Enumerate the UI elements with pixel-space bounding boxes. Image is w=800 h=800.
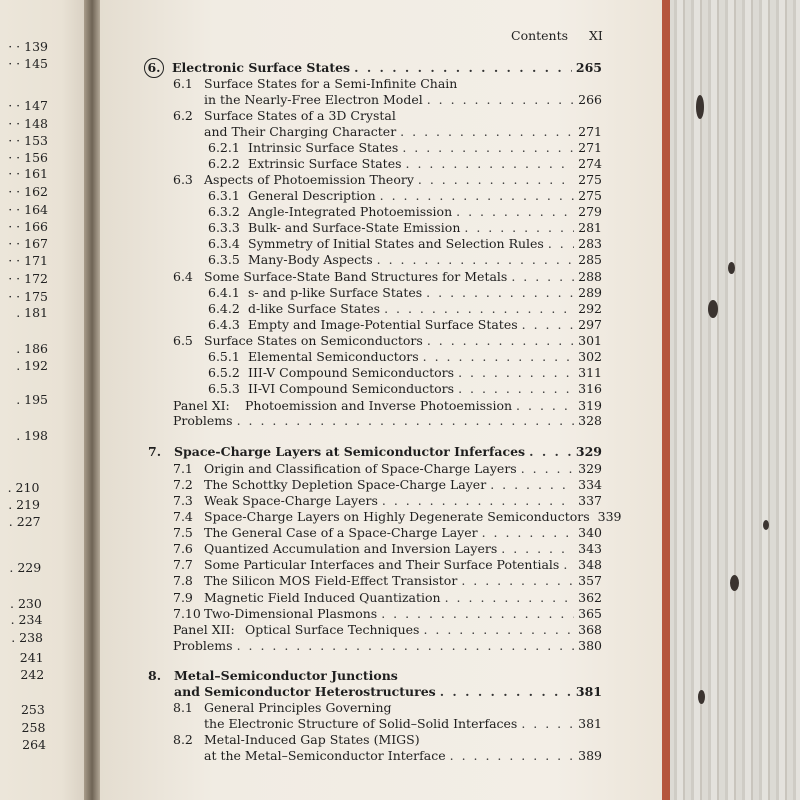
toc-entry <box>208 301 602 317</box>
entry-title: Optical Surface Techniques <box>245 622 420 637</box>
entry-page-number: 279 <box>578 204 602 219</box>
book-cover-edge <box>662 0 670 800</box>
entry-title: Many-Body Aspects <box>248 252 373 267</box>
entry-title: General Description <box>248 188 376 203</box>
entry-title: Empty and Image-Potential Surface States <box>248 317 518 332</box>
entry-title: Some Surface-State Band Structures for Metals <box>204 269 508 284</box>
entry-title: Magnetic Field Induced Quantization <box>204 590 441 605</box>
entry-number: 6.5 <box>173 333 193 348</box>
running-header: Contents <box>511 28 569 43</box>
entry-title: Metal–Semiconductor Junctions <box>174 668 398 683</box>
left-page-number: . 198 <box>16 428 48 443</box>
entry-title: Problems <box>173 413 233 428</box>
entry-number: 6.4.3 <box>208 317 240 332</box>
leader-dots <box>427 333 574 349</box>
entry-number: 6.4.2 <box>208 301 240 316</box>
toc-entry <box>173 92 602 108</box>
entry-page-number: 288 <box>578 269 602 284</box>
entry-number: 7.3 <box>173 493 193 508</box>
left-page-number: · · 167 <box>8 236 48 251</box>
toc-entry <box>208 317 602 333</box>
entry-number: 6.5.1 <box>208 349 240 364</box>
entry-page-number: 316 <box>578 381 602 396</box>
entry-number: 6.2 <box>173 108 193 123</box>
leader-dots <box>529 444 572 460</box>
toc-entry <box>173 732 602 748</box>
entry-title: Photoemission and Inverse Photoemission <box>245 398 513 413</box>
entry-page-number: 337 <box>578 493 602 508</box>
entry-number: 6.5.2 <box>208 365 240 380</box>
entry-page-number: 311 <box>578 365 602 380</box>
entry-title: Elemental Semiconductors <box>248 349 419 364</box>
entry-number: 8.2 <box>173 732 193 747</box>
toc-entry <box>208 220 602 236</box>
entry-title: Surface States of a 3D Crystal <box>204 108 396 123</box>
wooden-background <box>668 0 800 800</box>
page-number-roman: XI <box>589 28 603 43</box>
left-page-number: · · 166 <box>8 219 48 234</box>
entry-title: and Semiconductor Heterostructures <box>174 684 436 699</box>
leader-dots <box>381 606 574 622</box>
entry-number: 6.3.2 <box>208 204 240 219</box>
leader-dots <box>511 269 574 285</box>
toc-entry <box>173 573 602 589</box>
left-page-number: 242 <box>20 667 45 682</box>
toc-entry <box>173 716 602 732</box>
leader-dots <box>501 541 574 557</box>
entry-number: 6.2.1 <box>208 140 240 155</box>
entry-title: Origin and Classification of Space-Charge Layers <box>204 461 517 476</box>
leader-dots <box>456 204 574 220</box>
entry-page-number: 389 <box>578 748 602 763</box>
left-page-number: . 192 <box>16 358 48 373</box>
left-page-number: · · 145 <box>8 56 48 71</box>
leader-dots <box>450 748 575 764</box>
toc-chapter-entry <box>148 58 602 74</box>
leader-dots <box>521 461 574 477</box>
toc-entry <box>173 748 602 764</box>
entry-page-number: 319 <box>578 398 602 413</box>
entry-number: 6.4.1 <box>208 285 240 300</box>
entry-title: s- and p-like Surface States <box>248 285 423 300</box>
entry-page-number: 365 <box>578 606 602 621</box>
entry-number: 6. <box>144 58 164 78</box>
left-page-number: · · 175 <box>8 289 48 304</box>
leader-dots <box>423 622 574 638</box>
left-page-number: . 195 <box>16 392 48 407</box>
leader-dots <box>382 493 574 509</box>
left-page-number: . 238 <box>11 630 43 645</box>
toc-entry <box>173 622 602 638</box>
toc-entry <box>208 381 602 397</box>
leader-dots <box>427 92 574 108</box>
entry-page-number: 357 <box>578 573 602 588</box>
leader-dots <box>445 590 575 606</box>
leader-dots <box>548 236 574 252</box>
toc-entry <box>173 333 602 349</box>
entry-number: 7.7 <box>173 557 193 572</box>
left-page-number: · · 148 <box>8 116 48 131</box>
leader-dots <box>354 60 572 76</box>
entry-page-number: 275 <box>578 188 602 203</box>
left-page-number: · · 139 <box>8 39 48 54</box>
leader-dots <box>400 124 574 140</box>
entry-page-number: 368 <box>578 622 602 637</box>
entry-title: Weak Space-Charge Layers <box>204 493 378 508</box>
entry-title: General Principles Governing <box>204 700 392 715</box>
entry-page-number: 289 <box>578 285 602 300</box>
leader-dots <box>440 684 572 700</box>
entry-title: Electronic Surface States <box>172 60 351 75</box>
entry-title: Problems <box>173 638 233 653</box>
left-page-number: · · 162 <box>8 184 48 199</box>
entry-page-number: 343 <box>578 541 602 556</box>
toc-entry <box>208 252 602 268</box>
toc-entry <box>208 156 602 172</box>
contents-page <box>100 0 668 800</box>
entry-title: III-V Compound Semiconductors <box>248 365 455 380</box>
entry-number: 6.3.5 <box>208 252 240 267</box>
entry-number: 7. <box>148 444 162 459</box>
entry-title: Aspects of Photoemission Theory <box>204 172 414 187</box>
entry-title: Symmetry of Initial States and Selection Rules <box>248 236 544 251</box>
entry-title: II-VI Compound Semiconductors <box>248 381 455 396</box>
toc-entry <box>173 413 602 429</box>
left-page-number: . 181 <box>16 305 48 320</box>
entry-page-number: 266 <box>578 92 602 107</box>
toc-entry <box>173 606 602 622</box>
entry-number: 7.2 <box>173 477 193 492</box>
toc-entry <box>173 76 602 92</box>
left-page-number: · · 164 <box>8 202 48 217</box>
left-page-number: . 230 <box>10 596 42 611</box>
leader-dots <box>458 365 574 381</box>
entry-number: 8. <box>148 668 162 683</box>
entry-number: 6.4 <box>173 269 193 284</box>
toc-entry <box>173 557 602 573</box>
leader-dots <box>384 301 574 317</box>
leader-dots <box>402 140 574 156</box>
left-page-number: · · 171 <box>8 253 48 268</box>
leader-dots <box>377 252 575 268</box>
toc-entry <box>173 108 602 124</box>
leader-dots <box>461 573 574 589</box>
entry-number: 6.3.4 <box>208 236 240 251</box>
entry-title: in the Nearly-Free Electron Model <box>204 92 423 107</box>
entry-page-number: 362 <box>578 590 602 605</box>
left-page-number: . 186 <box>16 341 48 356</box>
toc-entry <box>208 349 602 365</box>
entry-page-number: 329 <box>575 444 602 459</box>
entry-page-number: 292 <box>578 301 602 316</box>
left-page-number: 258 <box>21 720 46 735</box>
entry-page-number: 328 <box>578 413 602 428</box>
leader-dots <box>521 716 574 732</box>
entry-page-number: 329 <box>578 461 602 476</box>
entry-page-number: 297 <box>578 317 602 332</box>
entry-title: Metal-Induced Gap States (MIGS) <box>204 732 420 747</box>
leader-dots <box>490 477 574 493</box>
entry-page-number: 281 <box>578 220 602 235</box>
entry-number: 6.3 <box>173 172 193 187</box>
leader-dots <box>380 188 575 204</box>
toc-chapter-entry <box>148 444 602 460</box>
entry-page-number: 285 <box>578 252 602 267</box>
entry-title: Two-Dimensional Plasmons <box>204 606 378 621</box>
entry-number: 6.3.1 <box>208 188 240 203</box>
entry-title: Space-Charge Layers at Semiconductor Inferfaces <box>174 444 526 459</box>
left-page-number: 241 <box>19 650 44 665</box>
left-page-number: . 210 <box>7 480 40 495</box>
toc-entry <box>208 140 602 156</box>
entry-title: Extrinsic Surface States <box>248 156 402 171</box>
entry-page-number: 380 <box>578 638 602 653</box>
left-page-number: . 234 <box>10 612 43 627</box>
entry-title: at the Metal–Semiconductor Interface <box>204 748 446 763</box>
leader-dots <box>237 413 575 429</box>
left-page-number: · · 147 <box>8 98 48 113</box>
toc-chapter-entry <box>148 684 602 700</box>
entry-title: Quantized Accumulation and Inversion Layers <box>204 541 498 556</box>
toc-entry <box>173 700 602 716</box>
leader-dots <box>458 381 574 397</box>
entry-page-number: 381 <box>578 716 602 731</box>
toc-entry <box>173 172 602 188</box>
entry-page-number: 301 <box>578 333 602 348</box>
entry-page-number: 265 <box>575 60 602 75</box>
toc-chapter-entry <box>148 668 602 684</box>
leader-dots <box>426 285 574 301</box>
entry-number: 6.5.3 <box>208 381 240 396</box>
toc-entry <box>173 398 602 414</box>
entry-title: Bulk- and Surface-State Emission <box>248 220 461 235</box>
left-page-number: . 219 <box>8 497 40 512</box>
leader-dots <box>482 525 575 541</box>
toc-entry <box>173 590 602 606</box>
entry-number: 7.8 <box>173 573 193 588</box>
leader-dots <box>237 638 575 654</box>
left-page-number: . 229 <box>9 560 42 575</box>
leader-dots <box>423 349 574 365</box>
entry-number: 6.3.3 <box>208 220 240 235</box>
left-page-number: · · 172 <box>8 271 48 286</box>
entry-page-number: 271 <box>578 124 602 139</box>
leader-dots <box>406 156 575 172</box>
toc-entry <box>173 477 602 493</box>
entry-title: d-like Surface States <box>248 301 381 316</box>
left-page-number: · · 156 <box>8 150 48 165</box>
left-page-number: 264 <box>22 737 46 752</box>
entry-number: 7.10 <box>173 606 201 621</box>
entry-number: 7.4 <box>173 509 193 524</box>
entry-page-number: 334 <box>578 477 602 492</box>
toc-entry <box>173 541 602 557</box>
leader-dots <box>418 172 574 188</box>
leader-dots <box>563 557 574 573</box>
entry-number: 6.1 <box>173 76 193 91</box>
entry-title: The Schottky Depletion Space-Charge Layer <box>204 477 487 492</box>
entry-title: The General Case of a Space-Charge Layer <box>204 525 478 540</box>
entry-title: The Silicon MOS Field-Effect Transistor <box>204 573 458 588</box>
toc-entry <box>208 236 602 252</box>
entry-number: 7.9 <box>173 590 193 605</box>
left-page <box>0 0 88 800</box>
entry-number: Panel XI: <box>173 398 230 413</box>
entry-page-number: 381 <box>575 684 602 699</box>
entry-page-number: 340 <box>578 525 602 540</box>
toc-entry <box>173 461 602 477</box>
entry-number: 6.2.2 <box>208 156 240 171</box>
left-page-number: 253 <box>20 702 45 717</box>
entry-title: Angle-Integrated Photoemission <box>248 204 453 219</box>
entry-number: Panel XII: <box>173 622 235 637</box>
entry-number: 7.5 <box>173 525 193 540</box>
entry-page-number: 348 <box>578 557 602 572</box>
entry-title: Surface States for a Semi-Infinite Chain <box>204 76 458 91</box>
entry-title: the Electronic Structure of Solid–Solid Interfaces <box>204 716 518 731</box>
leader-dots <box>516 398 574 414</box>
toc-entry <box>208 188 602 204</box>
toc-entry <box>173 638 602 654</box>
entry-number: 7.1 <box>173 461 193 476</box>
toc-entry <box>173 124 602 140</box>
entry-page-number: 339 <box>597 509 622 524</box>
leader-dots <box>464 220 574 236</box>
toc-entry <box>208 204 602 220</box>
entry-title: Space-Charge Layers on Highly Degenerate Semiconductors <box>204 509 590 524</box>
entry-page-number: 275 <box>578 172 602 187</box>
entry-title: Surface States on Semiconductors <box>204 333 423 348</box>
entry-page-number: 283 <box>578 236 602 251</box>
toc-entry <box>208 285 602 301</box>
entry-number: 8.1 <box>173 700 193 715</box>
toc-entry <box>208 365 602 381</box>
left-page-number: . 227 <box>8 514 41 529</box>
entry-page-number: 274 <box>578 156 602 171</box>
entry-title: Some Particular Interfaces and Their Surface Potentials <box>204 557 560 572</box>
left-page-number: · · 153 <box>8 133 48 148</box>
entry-title: and Their Charging Character <box>204 124 397 139</box>
toc-entry <box>173 525 602 541</box>
entry-page-number: 302 <box>578 349 602 364</box>
toc-entry <box>173 493 602 509</box>
toc-entry <box>173 509 622 525</box>
leader-dots <box>522 317 574 333</box>
left-page-number: · · 161 <box>8 166 48 181</box>
entry-page-number: 271 <box>578 140 602 155</box>
entry-number: 7.6 <box>173 541 193 556</box>
entry-title: Intrinsic Surface States <box>248 140 399 155</box>
toc-entry <box>173 269 602 285</box>
